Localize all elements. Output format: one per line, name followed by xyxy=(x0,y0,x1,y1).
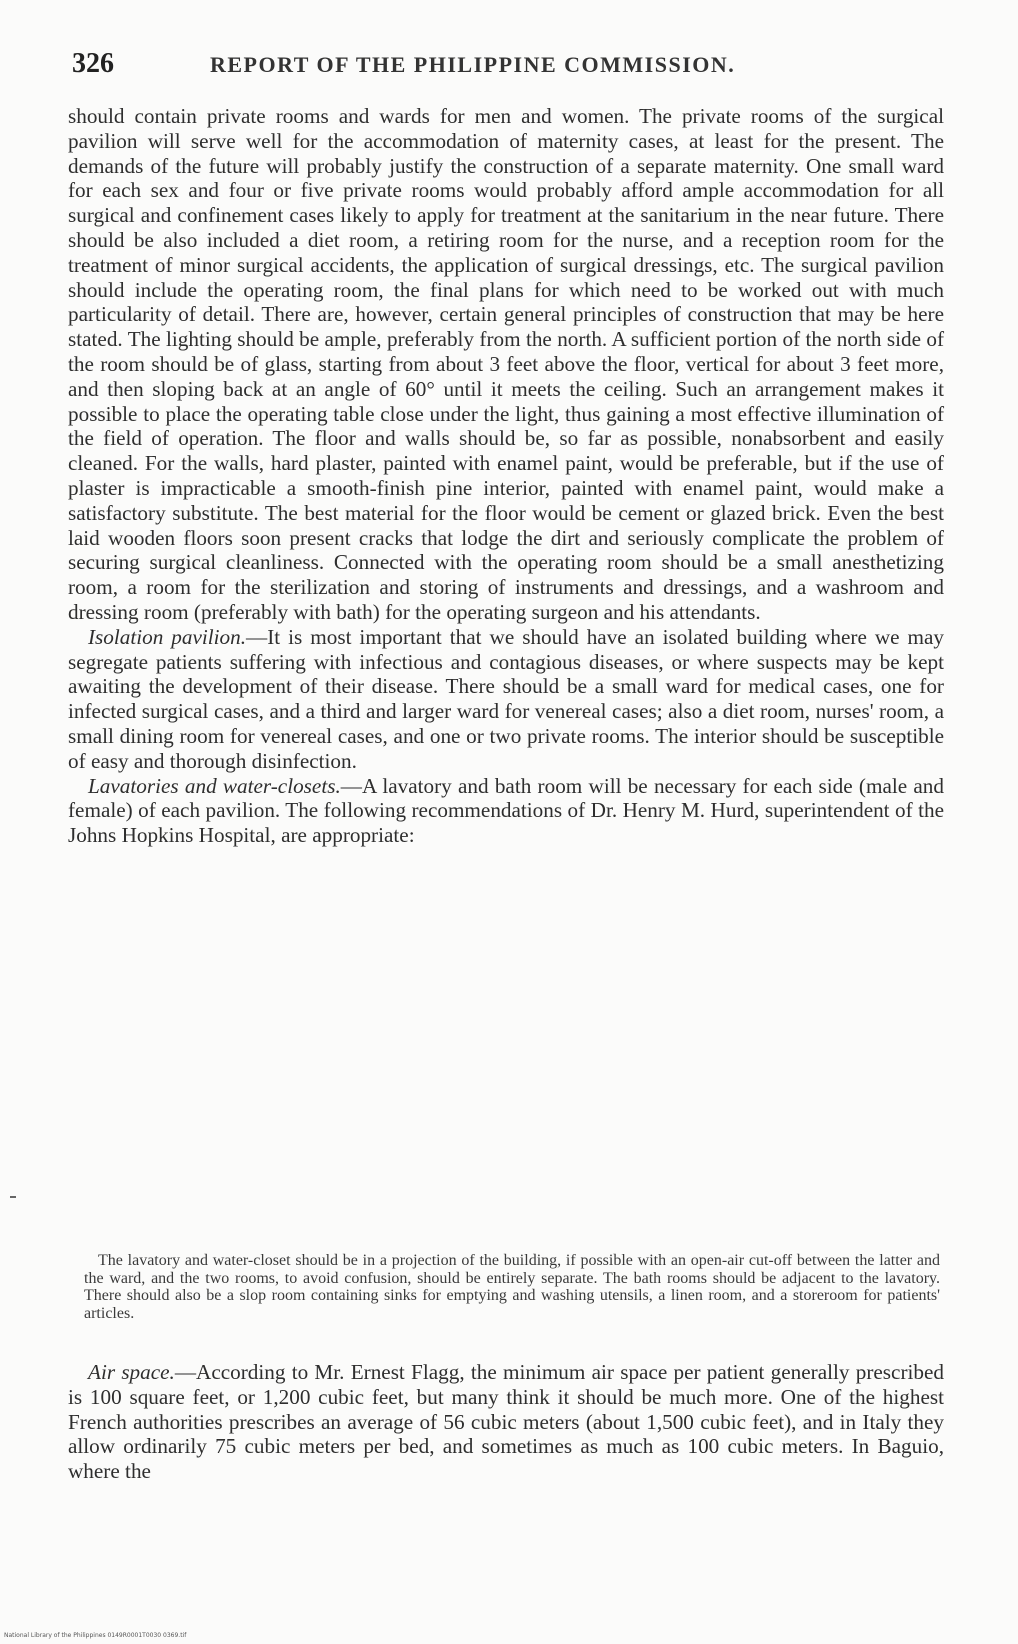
block-quote xyxy=(84,1252,940,1322)
paragraph-text: —A lavatory and bath room will be necessary for each side (male and female) of each pavilion. The following recommendations of Dr. Henry M. Hurd, superintendent of the Johns Hopkins Hospital, are appropriate: xyxy=(68,773,944,848)
margin-mark xyxy=(10,1196,16,1198)
paragraph-isolation-pavilion xyxy=(68,625,944,774)
running-head: REPORT OF THE PHILIPPINE COMMISSION. xyxy=(210,52,736,77)
quote-text: The lavatory and water-closet should be in a projection of the building, if possible with an open-air cut-off between the latter and the ward, and the two rooms, to avoid confusion, should be entirely separate. The bath rooms should be adjacent to the lavatory. There should also be a slop room containing sinks for emptying and washing utensils, a linen room, and a storeroom for patients' articles. xyxy=(84,1252,940,1322)
paragraph-lead: Lavatories and water-closets. xyxy=(88,773,341,798)
paragraph-air-space xyxy=(68,1360,944,1484)
paragraph-lead: Isolation pavilion. xyxy=(88,624,247,649)
continuation-text xyxy=(68,1360,944,1484)
scan-footer: National Library of the Philippines 0149R0001T0030 0369.tif xyxy=(4,1632,187,1639)
main-text xyxy=(68,104,944,848)
page-number: 326 xyxy=(72,48,114,79)
paragraph-surgical-pavilion xyxy=(68,104,944,625)
page-header xyxy=(72,48,962,88)
paragraph-lavatories xyxy=(68,774,944,848)
paragraph-lead: Air space. xyxy=(88,1360,175,1384)
paragraph-text: —It is most important that we should have an isolated building where we may segregate patients suffering with infectious and contagious diseases, or where suspects may be kept awaiting the development of their disease. There should be a small ward for medical cases, one for infected surgical cases, and a third and larger ward for venereal cases; also a diet room, nurses' room, a small dining room for venereal cases, and one or two private rooms. The interior should be susceptible of easy and thorough disinfection. xyxy=(68,624,944,773)
paragraph-text: should contain private rooms and wards for men and women. The private rooms of the surgical pavilion will serve well for the accommodation of maternity cases, at least for the present. The demands of the future will probably justify the construction of a separate maternity. One small ward for each sex and four or five private rooms would probably afford ample accommodation for all surgical and confinement cases likely to apply for treatment at the sanitarium in the near future. There should be also included a diet room, a retiring room for the nurse, and a reception room for the treatment of minor surgical accidents, the application of surgical dressings, etc. The surgical pavilion should include the operating room, the final plans for which need to be worked out with much particularity of detail. There are, however, certain general principles of construction that may be here stated. The lighting should be ample, preferably from the north. A sufficient portion of the north side of the room should be of glass, starting from about 3 feet above the floor, vertical for about 3 feet more, and then sloping back at an angle of 60° until it meets the ceiling. Such an arrangement makes it possible to place the operating table close under the light, thus gaining a most effective illumination of the field of operation. The floor and walls should be, so far as possible, nonabsorbent and easily cleaned. For the walls, hard plaster, painted with enamel paint, would be preferable, but if the use of plaster is impracticable a smooth-finish pine interior, painted with enamel paint, would make a satisfactory substitute. The best material for the floor would be cement or glazed brick. Even the best laid wooden floors soon present cracks that lodge the dirt and seriously complicate the problem of securing surgical cleanliness. Connected with the operating room should be a small anesthetizing room, a room for the sterilization and storing of instruments and dressings, and a washroom and dressing room (preferably with bath) for the operating surgeon and his attendants. xyxy=(68,104,944,624)
paragraph-text: —According to Mr. Ernest Flagg, the minimum air space per patient generally prescribed is 100 square feet, or 1,200 cubic feet, but many think it should be much more. One of the highest French authorities prescribes an average of 56 cubic meters (about 1,500 cubic feet), and in Italy they allow ordinarily 75 cubic meters per bed, and sometimes as much as 100 cubic meters. In Baguio, where the xyxy=(68,1360,944,1484)
